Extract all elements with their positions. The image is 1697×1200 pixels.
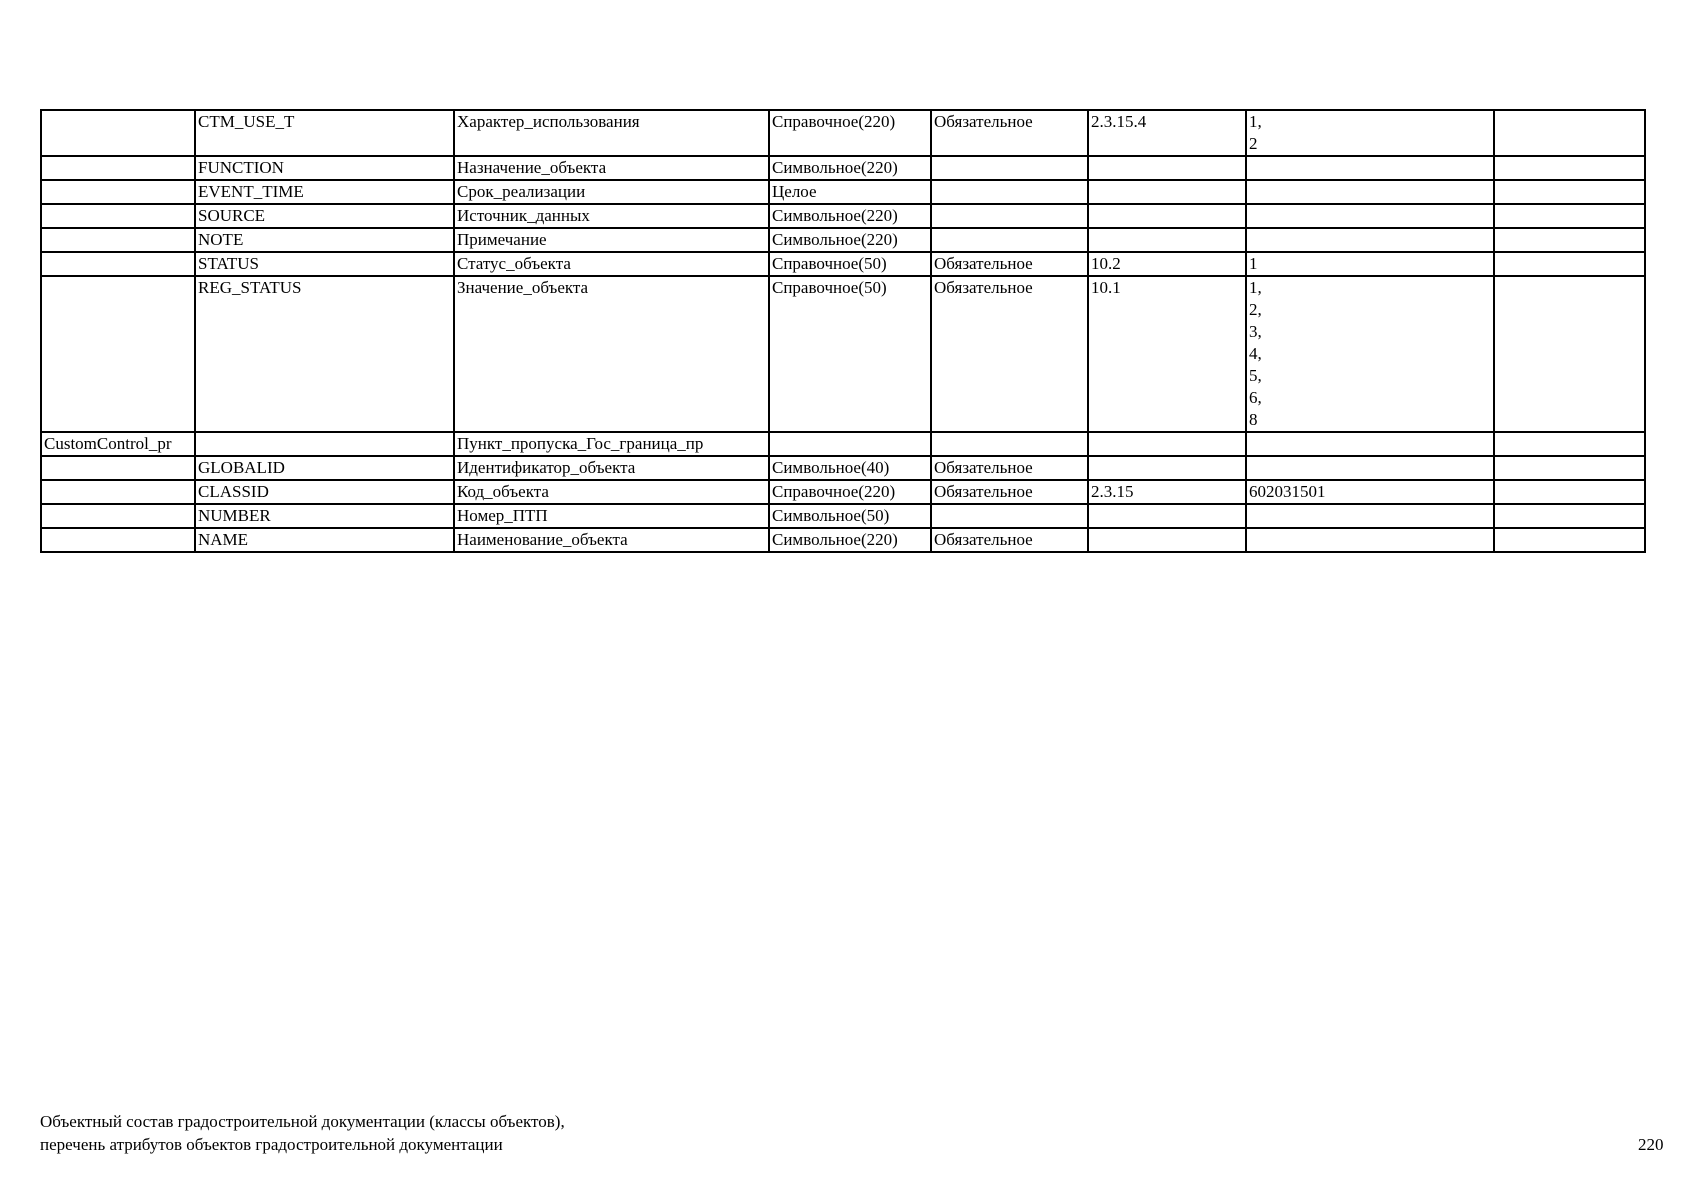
cell-reference — [1088, 528, 1246, 552]
cell-reference: 2.3.15 — [1088, 480, 1246, 504]
table-row — [41, 156, 1645, 180]
cell-note — [1494, 180, 1645, 204]
cell-reference — [1088, 180, 1246, 204]
cell-reference: 2.3.15.4 — [1088, 110, 1246, 156]
allowed-value: 1, — [1249, 278, 1262, 297]
cell-allowed-values — [1246, 228, 1494, 252]
allowed-value: 6, — [1249, 388, 1262, 407]
cell-field-alias: Номер_ПТП — [454, 504, 769, 528]
cell-allowed-values — [1246, 276, 1494, 432]
cell-field-name: FUNCTION — [195, 156, 454, 180]
cell-reference: 10.2 — [1088, 252, 1246, 276]
cell-class-name — [41, 204, 195, 228]
allowed-value: 5, — [1249, 366, 1262, 385]
allowed-value: 1, — [1249, 112, 1262, 131]
cell-class-name — [41, 528, 195, 552]
cell-field-alias: Срок_реализации — [454, 180, 769, 204]
cell-class-name — [41, 456, 195, 480]
cell-field-type: Символьное(220) — [769, 156, 931, 180]
cell-allowed-values — [1246, 252, 1494, 276]
cell-field-type — [769, 432, 931, 456]
allowed-value: 1 — [1249, 254, 1258, 273]
cell-required: Обязательное — [931, 110, 1088, 156]
cell-allowed-values — [1246, 110, 1494, 156]
cell-allowed-values — [1246, 480, 1494, 504]
cell-field-name: CTM_USE_T — [195, 110, 454, 156]
table-row — [41, 432, 1645, 456]
cell-field-type: Справочное(50) — [769, 276, 931, 432]
cell-field-name: NOTE — [195, 228, 454, 252]
cell-note — [1494, 156, 1645, 180]
cell-class-name — [41, 180, 195, 204]
cell-field-type: Символьное(40) — [769, 456, 931, 480]
cell-field-name: NUMBER — [195, 504, 454, 528]
cell-reference — [1088, 456, 1246, 480]
cell-note — [1494, 528, 1645, 552]
cell-field-type: Символьное(220) — [769, 228, 931, 252]
cell-field-type: Справочное(220) — [769, 480, 931, 504]
cell-note — [1494, 228, 1645, 252]
cell-class-name — [41, 228, 195, 252]
cell-note — [1494, 504, 1645, 528]
cell-required — [931, 180, 1088, 204]
cell-field-alias: Примечание — [454, 228, 769, 252]
cell-class-name — [41, 480, 195, 504]
cell-field-alias: Источник_данных — [454, 204, 769, 228]
table-row — [41, 456, 1645, 480]
cell-class-name: CustomControl_pr — [41, 432, 195, 456]
cell-required: Обязательное — [931, 480, 1088, 504]
cell-required — [931, 504, 1088, 528]
cell-required — [931, 156, 1088, 180]
table-row — [41, 252, 1645, 276]
allowed-value: 602031501 — [1249, 482, 1326, 501]
footer-line-2: перечень атрибутов объектов градостроительной документации — [40, 1135, 503, 1154]
table-body — [41, 110, 1645, 552]
footer-line-1: Объектный состав градостроительной документации (классы объектов), — [40, 1112, 565, 1131]
cell-note — [1494, 252, 1645, 276]
cell-field-alias: Пункт_пропуска_Гос_граница_пр — [454, 432, 769, 456]
cell-allowed-values — [1246, 432, 1494, 456]
cell-required: Обязательное — [931, 276, 1088, 432]
cell-required — [931, 228, 1088, 252]
cell-field-type: Справочное(50) — [769, 252, 931, 276]
allowed-value: 2 — [1249, 134, 1258, 153]
cell-field-alias: Наименование_объекта — [454, 528, 769, 552]
cell-field-type: Символьное(50) — [769, 504, 931, 528]
attributes-table — [40, 109, 1646, 553]
footer-caption — [40, 1110, 565, 1156]
cell-reference: 10.1 — [1088, 276, 1246, 432]
cell-field-alias: Код_объекта — [454, 480, 769, 504]
cell-field-alias: Значение_объекта — [454, 276, 769, 432]
allowed-value: 2, — [1249, 300, 1262, 319]
cell-field-name — [195, 432, 454, 456]
table-row — [41, 276, 1645, 432]
cell-class-name — [41, 156, 195, 180]
cell-reference — [1088, 504, 1246, 528]
cell-note — [1494, 110, 1645, 156]
table-row — [41, 110, 1645, 156]
cell-field-name: NAME — [195, 528, 454, 552]
cell-note — [1494, 432, 1645, 456]
cell-field-name: REG_STATUS — [195, 276, 454, 432]
cell-field-name: STATUS — [195, 252, 454, 276]
cell-field-name: GLOBALID — [195, 456, 454, 480]
cell-required — [931, 204, 1088, 228]
cell-allowed-values — [1246, 204, 1494, 228]
cell-note — [1494, 276, 1645, 432]
cell-note — [1494, 456, 1645, 480]
cell-reference — [1088, 228, 1246, 252]
cell-field-name: SOURCE — [195, 204, 454, 228]
cell-field-alias: Статус_объекта — [454, 252, 769, 276]
allowed-value: 8 — [1249, 410, 1258, 429]
cell-field-name: EVENT_TIME — [195, 180, 454, 204]
cell-field-type: Символьное(220) — [769, 204, 931, 228]
cell-field-type: Справочное(220) — [769, 110, 931, 156]
allowed-value: 4, — [1249, 344, 1262, 363]
table-row — [41, 528, 1645, 552]
cell-field-type: Целое — [769, 180, 931, 204]
cell-class-name — [41, 110, 195, 156]
table-row — [41, 228, 1645, 252]
cell-allowed-values — [1246, 528, 1494, 552]
cell-field-alias: Характер_использования — [454, 110, 769, 156]
allowed-value: 3, — [1249, 322, 1262, 341]
table-row — [41, 504, 1645, 528]
cell-required: Обязательное — [931, 456, 1088, 480]
cell-allowed-values — [1246, 156, 1494, 180]
cell-field-type: Символьное(220) — [769, 528, 931, 552]
table-row — [41, 204, 1645, 228]
cell-required: Обязательное — [931, 528, 1088, 552]
cell-required — [931, 432, 1088, 456]
cell-reference — [1088, 432, 1246, 456]
cell-note — [1494, 480, 1645, 504]
cell-reference — [1088, 156, 1246, 180]
cell-class-name — [41, 504, 195, 528]
cell-field-alias: Идентификатор_объекта — [454, 456, 769, 480]
cell-class-name — [41, 252, 195, 276]
cell-reference — [1088, 204, 1246, 228]
cell-allowed-values — [1246, 456, 1494, 480]
cell-allowed-values — [1246, 504, 1494, 528]
table-row — [41, 180, 1645, 204]
cell-field-alias: Назначение_объекта — [454, 156, 769, 180]
table-row — [41, 480, 1645, 504]
cell-required: Обязательное — [931, 252, 1088, 276]
page-number: 220 — [1638, 1135, 1664, 1154]
cell-note — [1494, 204, 1645, 228]
cell-field-name: CLASSID — [195, 480, 454, 504]
cell-class-name — [41, 276, 195, 432]
cell-allowed-values — [1246, 180, 1494, 204]
